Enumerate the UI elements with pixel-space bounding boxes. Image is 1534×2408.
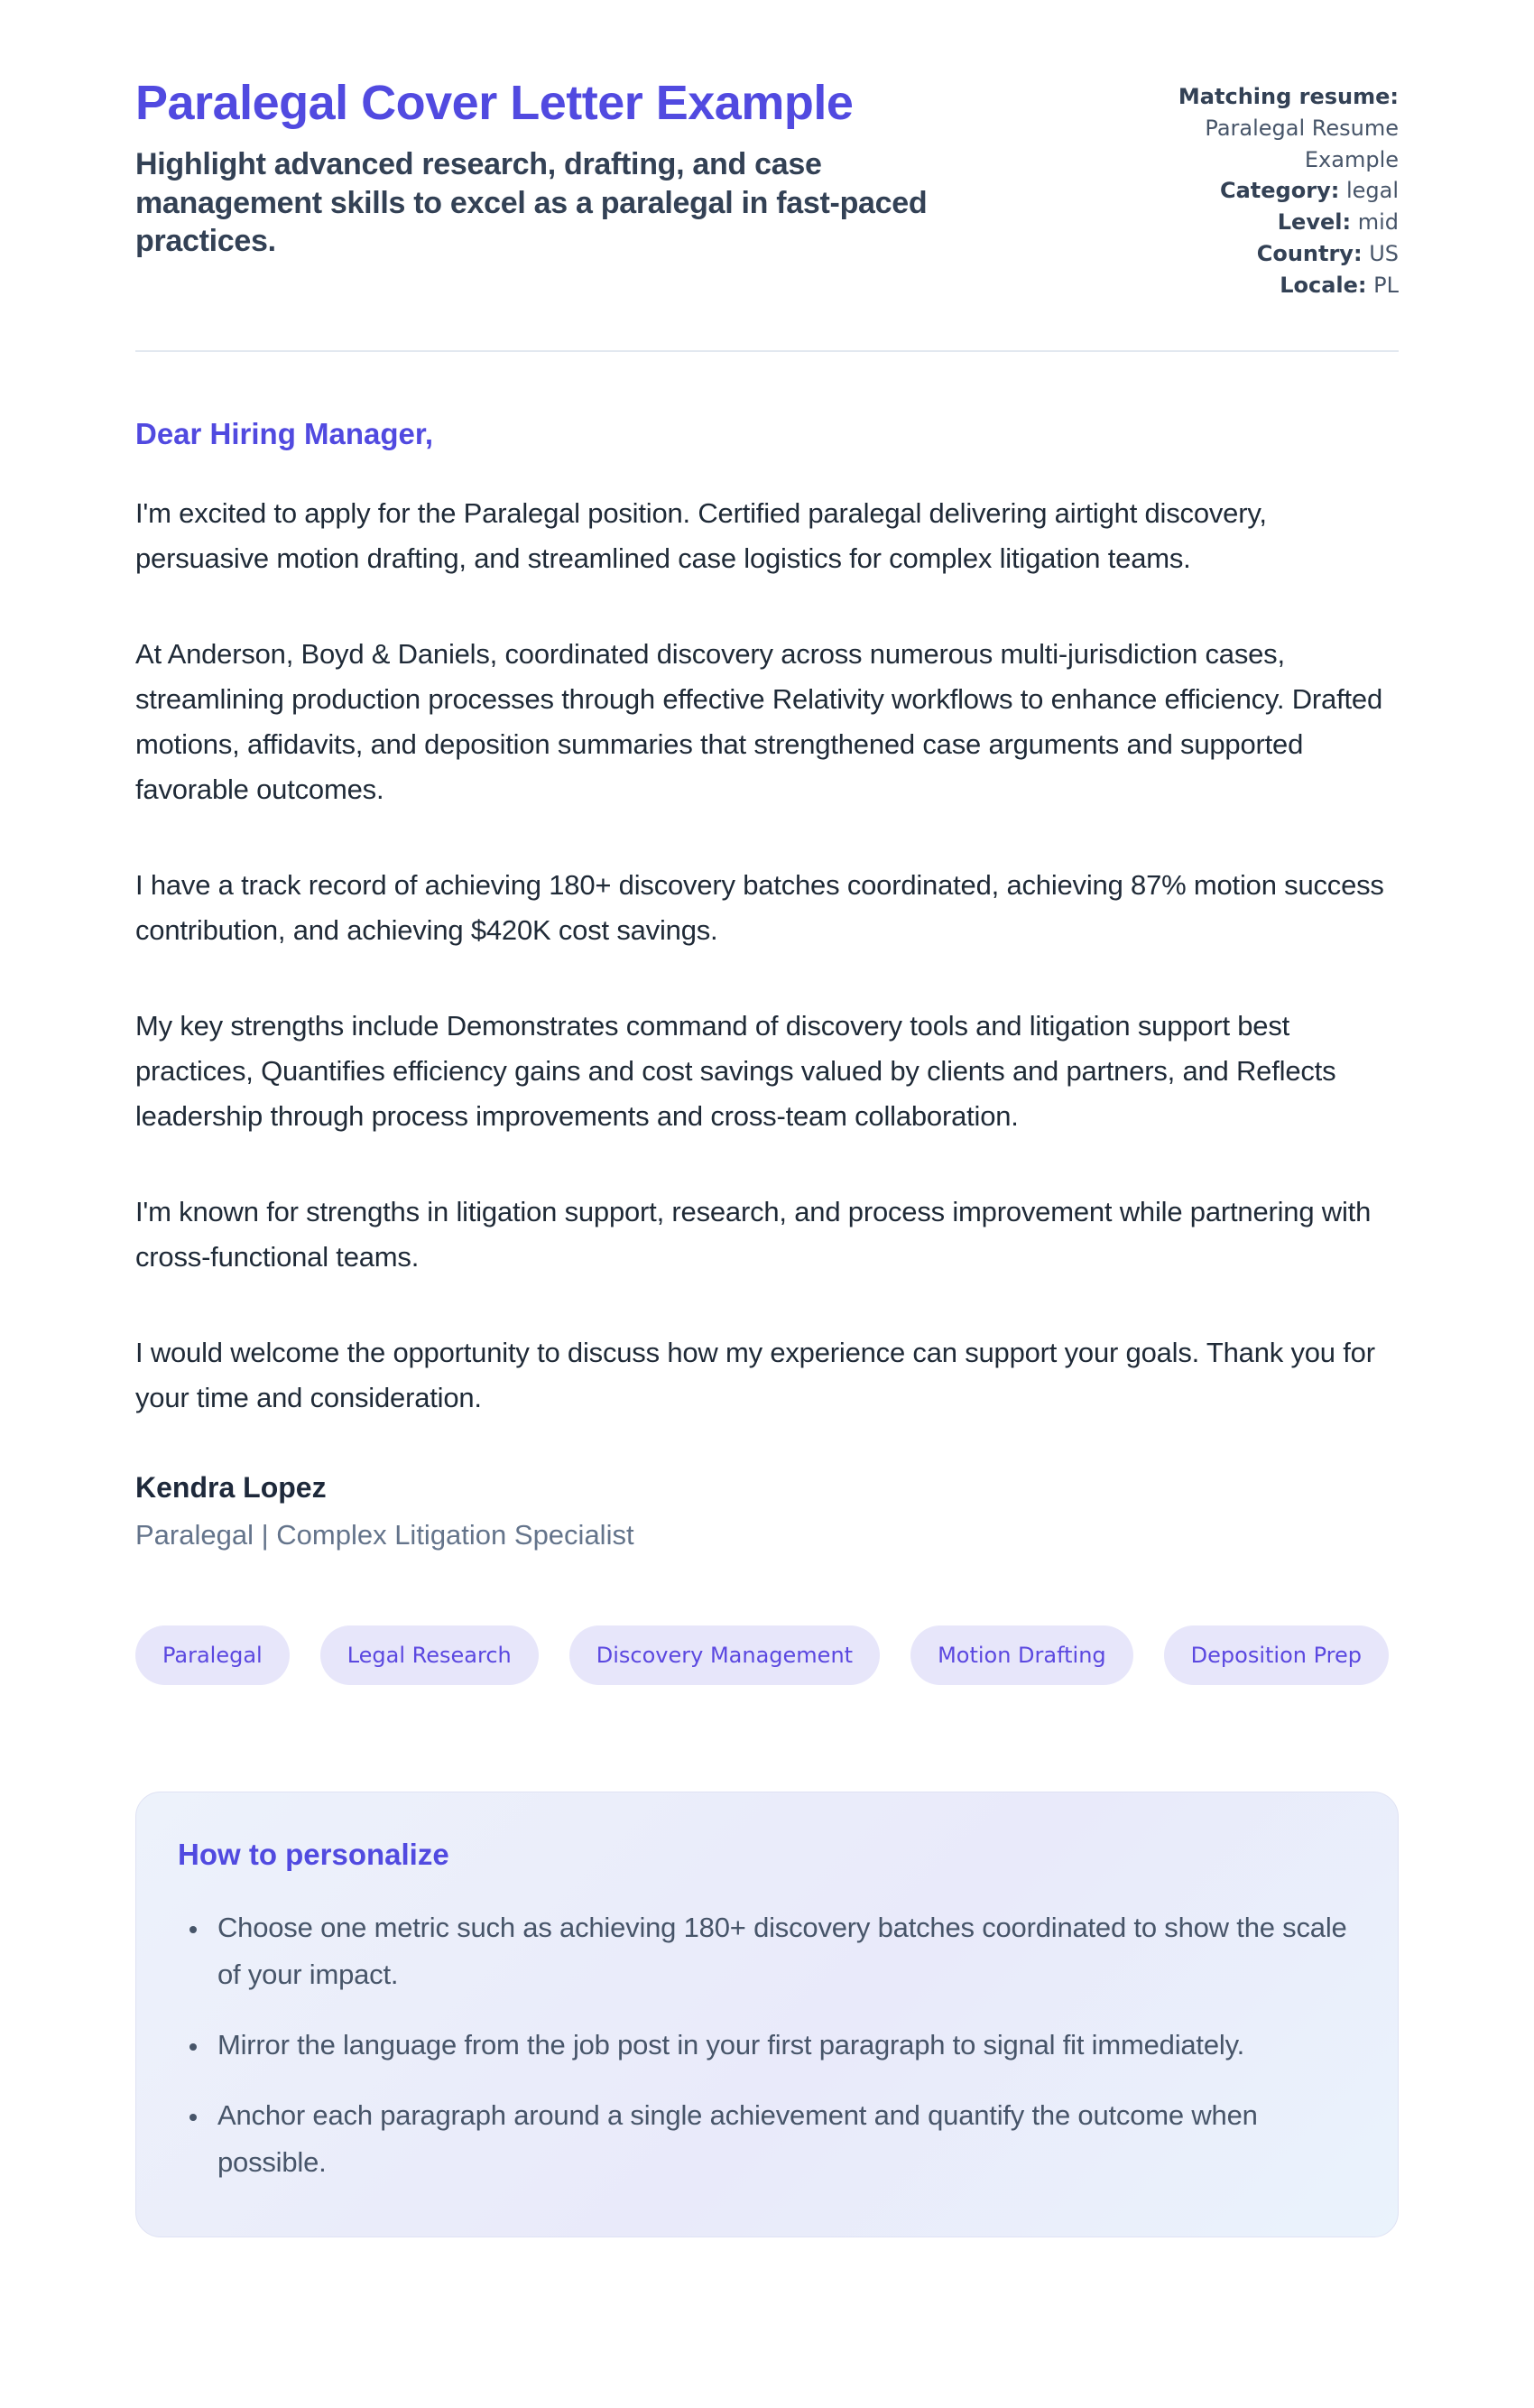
header	[135, 78, 1399, 301]
personalize-tip-list	[178, 1904, 1347, 2186]
meta-category	[1141, 175, 1399, 207]
page-subtitle: Highlight advanced research, drafting, and case management skills to excel as a paralegal in fast-paced practices.	[135, 146, 928, 259]
signature-role: Paralegal | Complex Litigation Specialist	[135, 1518, 634, 1551]
personalize-tip-3: • Anchor each paragraph around a single achievement and quantify the outcome when possible.	[210, 2092, 1347, 2186]
tag-pill-paralegal[interactable]: Paralegal	[135, 1625, 290, 1685]
signature-block	[135, 1471, 1399, 1551]
letter-paragraph-3: I have a track record of achieving 180+ discovery batches coordinated, achieving 87% motion success contribution, and achieving $420K cost savings.	[135, 868, 1384, 946]
personalize-tip-1: • Choose one metric such as achieving 180+ discovery batches coordinated to show the scale of your impact.	[210, 1904, 1347, 1998]
page-title: Paralegal Cover Letter Example	[135, 76, 854, 130]
tag-pill-legal-research[interactable]: Legal Research	[320, 1625, 539, 1685]
meta-matching-resume-value[interactable]: Paralegal Resume Example	[1205, 115, 1399, 172]
tag-pill-motion-drafting[interactable]: Motion Drafting	[910, 1625, 1133, 1685]
letter-greeting: Dear Hiring Manager,	[135, 416, 434, 450]
letter-paragraph-2: At Anderson, Boyd & Daniels, coordinated discovery across numerous multi-jurisdiction cases, streamlining production processes through effective Relativity workflows to enhance efficiency. Drafted motions, affidavits, and deposition summaries that strengthened case arguments and supported favorable outcomes.	[135, 637, 1382, 805]
meta-level	[1141, 207, 1399, 238]
meta-locale	[1141, 270, 1399, 301]
meta-matching-resume	[1141, 81, 1399, 175]
meta-category-label: Category:	[1220, 178, 1340, 204]
personalize-heading: How to personalize	[178, 1837, 449, 1871]
meta-category-value: legal	[1345, 178, 1399, 204]
header-title-block	[135, 78, 1002, 261]
tag-pill-discovery-management[interactable]: Discovery Management	[569, 1625, 880, 1685]
meta-level-label: Level:	[1277, 209, 1352, 236]
tag-list	[135, 1625, 1399, 1685]
resume-meta	[1141, 78, 1399, 301]
meta-matching-resume-label: Matching resume:	[1178, 84, 1399, 109]
letter-paragraph-4: My key strengths include Demonstrates command of discovery tools and litigation support best practices, Quantifies efficiency gains and cost savings valued by clients and partners, and Reflects leadership through process improvements and cross-team collaboration.	[135, 1009, 1336, 1132]
personalize-tip-2: • Mirror the language from the job post in your first paragraph to signal fit immediately.	[210, 2022, 1347, 2069]
letter-paragraph-5: I'm known for strengths in litigation support, research, and process improvement while partnering with cross-functional teams.	[135, 1195, 1372, 1273]
meta-country-label: Country:	[1256, 240, 1363, 266]
meta-level-value: mid	[1357, 209, 1399, 236]
meta-country-value: US	[1369, 240, 1399, 266]
header-divider	[135, 350, 1399, 352]
page	[135, 0, 1399, 2306]
cover-letter	[135, 417, 1399, 1551]
signature-name: Kendra Lopez	[135, 1470, 327, 1504]
tag-pill-deposition-prep[interactable]: Deposition Prep	[1164, 1625, 1389, 1685]
meta-country	[1141, 238, 1399, 270]
letter-paragraph-6: I would welcome the opportunity to discuss how my experience can support your goals. Thank you for your time and consideration.	[135, 1336, 1375, 1413]
meta-locale-label: Locale:	[1280, 272, 1367, 298]
personalize-card	[135, 1792, 1399, 2237]
letter-paragraph-1: I'm excited to apply for the Paralegal position. Certified paralegal delivering airtight discovery, persuasive motion drafting, and streamlined case logistics for complex litigation teams.	[135, 496, 1267, 574]
meta-locale-value: PL	[1373, 272, 1399, 298]
